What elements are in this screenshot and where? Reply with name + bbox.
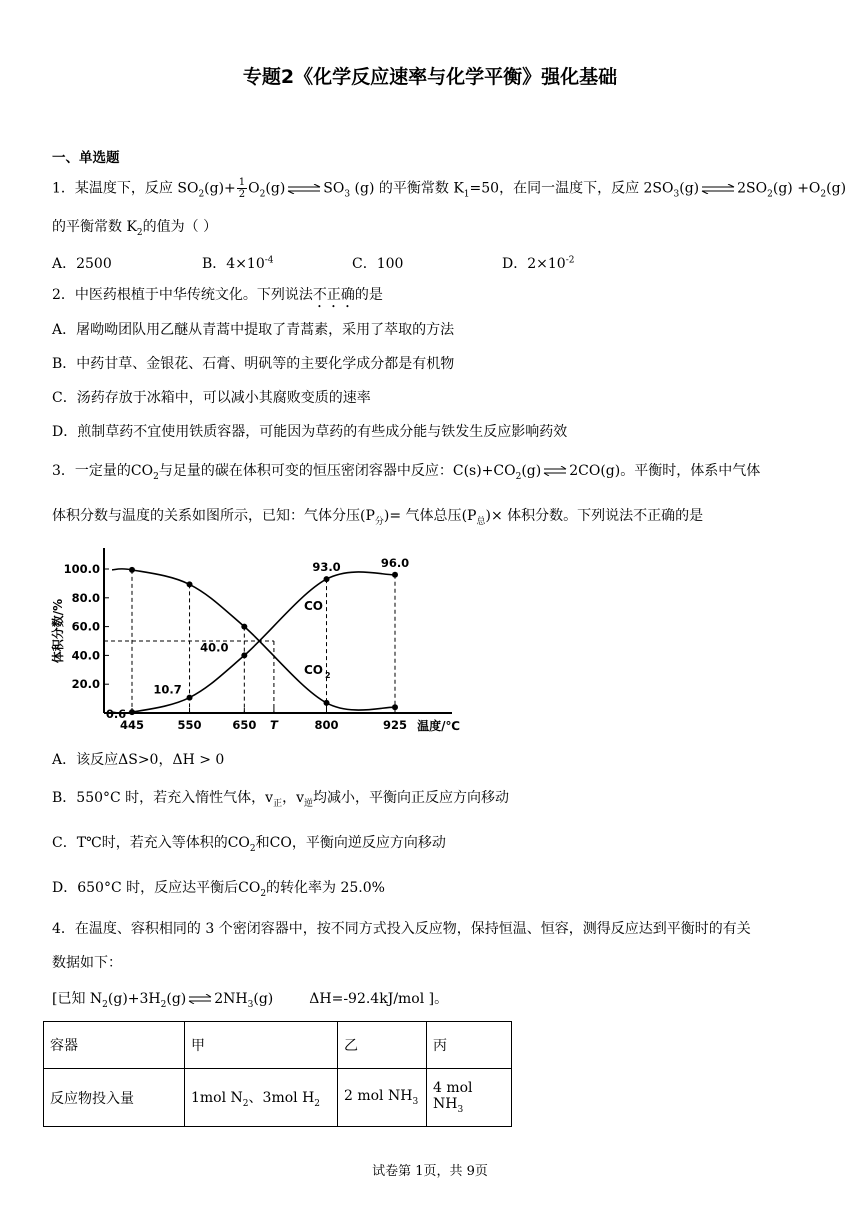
data-label: 10.7: [153, 682, 182, 697]
table-header-cell: 乙: [338, 1022, 427, 1069]
table-row: [44, 1022, 512, 1069]
q3-option-b: B．550°C 时，若充入惰性气体，$v_正$，$v_逆$均减小，平衡向正反应方向移动: [52, 790, 510, 809]
x-tick-label: 925: [382, 718, 408, 732]
table-cell: 4 mol $NH_3$: [427, 1069, 512, 1127]
series-label-co2-subscript: 2: [325, 671, 331, 680]
q1-option-b: B．$4\times 10^{-4}$: [202, 255, 274, 272]
equilibrium-arrow-icon: [701, 184, 735, 194]
q1-option-a: A．2500: [52, 256, 112, 272]
data-label: 0.6: [105, 707, 127, 722]
y-tick-label: 40.0: [71, 648, 100, 663]
q1-option-d: D．$2\times 10^{-2}$: [502, 255, 575, 272]
q1-option-c: C．100: [352, 256, 404, 272]
data-point: [187, 581, 193, 587]
x-tick-label: 550: [177, 718, 202, 732]
x-tick-label: 650: [232, 718, 257, 732]
x-tick-label: 445: [119, 718, 145, 732]
q1-line1: 1．某温度下，反应 $SO_2(g)+$ $\frac{1}{2}$ $O_2(g)$ $SO_3$ (g) 的平衡常数 $K_1=50$，在同一温度下，反应 $2SO_3(g)$ $2SO_2(g) +O_2(g)$: [52, 177, 847, 200]
series-label-co2: CO: [304, 663, 324, 677]
data-label: 96.0: [380, 555, 410, 570]
q4-line1: 4．在温度、容积相同的 3 个密闭容器中，按不同方式投入反应物，保持恒温、恒容，测得反应达到平衡时的有关: [52, 921, 751, 937]
q4-line2: 数据如下：: [52, 955, 122, 971]
table-cell: 反应物投入量: [44, 1069, 185, 1127]
data-point: [324, 576, 330, 582]
equilibrium-arrow-icon: [287, 184, 321, 194]
q2-option-c: C．汤药存放于冰箱中，可以减小其腐败变质的速率: [52, 390, 371, 406]
data-point: [324, 700, 330, 706]
data-label: 40.0: [200, 640, 229, 655]
data-point: [241, 652, 247, 658]
q2-option-d: D．煎制草药不宜使用铁质容器，可能因为草药的有些成分能与铁发生反应影响药效: [52, 424, 568, 440]
table-cell: 2 mol $NH_3$: [338, 1069, 427, 1127]
page-title: 专题2《化学反应速率与化学平衡》强化基础: [242, 66, 618, 88]
fraction-half: $\frac{1}{2}$: [238, 177, 246, 200]
volume-fraction-chart: [42, 536, 462, 741]
data-point: [187, 695, 193, 701]
table-row: [44, 1069, 512, 1127]
x-tick-label: 800: [314, 718, 339, 732]
table-header-cell: 丙: [427, 1022, 512, 1069]
y-tick-label: 80.0: [71, 590, 100, 605]
data-point: [241, 624, 247, 630]
q3-line1: 3．一定量的$CO_2$与足量的碳在体积可变的恒压密闭容器中反应：$C(s)+CO_2(g)$ 2CO(g)。平衡时，体系中气体: [52, 463, 761, 482]
table-cell: 1mol $N_2$、3mol $H_2$: [185, 1069, 338, 1127]
table-header-cell: 甲: [185, 1022, 338, 1069]
q3-option-c: C．T℃时，若充入等体积的$CO_2$和CO，平衡向逆反应方向移动: [52, 835, 446, 854]
x-tick-label: T: [269, 718, 278, 732]
q2-option-a: A．屠呦呦团队用乙醚从青蒿中提取了青蒿素，采用了萃取的方法: [52, 322, 455, 338]
x-axis-label: 温度/℃: [417, 719, 460, 733]
table-header-cell: 容器: [44, 1022, 185, 1069]
data-point: [392, 704, 398, 710]
data-label: 93.0: [312, 560, 341, 575]
page-footer: 试卷第 1页，共 9页: [372, 1164, 488, 1179]
section-heading: 一、单选题: [52, 150, 120, 166]
data-point: [129, 709, 135, 715]
y-tick-label: 20.0: [71, 677, 100, 692]
q3-option-a: A．该反应ΔS>0，ΔH > 0: [52, 752, 225, 768]
equilibrium-arrow-icon: [188, 994, 212, 1004]
q3-option-d: D．650°C 时，反应达平衡后$CO_2$的转化率为 25.0%: [52, 880, 385, 899]
series-label-co: CO: [304, 599, 324, 613]
y-tick-label: 60.0: [71, 619, 100, 634]
y-tick-label: 100.0: [63, 562, 100, 576]
q4-line3: [已知 $N_2(g)+3H_2(g)$ $2NH_3(g)$ ΔH=-92.4kJ/mol ]。: [52, 991, 449, 1010]
q2-stem: 2．中医药根植于中华传统文化。下列说法不正确的是: [52, 287, 383, 303]
q3-line2: 体积分数与温度的关系如图所示，已知：气体分压$(P_分)=$ 气体总压$(P_总)\times$ 体积分数。下列说法不正确的是: [52, 508, 704, 527]
data-point: [392, 572, 398, 578]
reactant-table: [43, 1021, 512, 1127]
y-axis-label: 体积分数/%: [51, 598, 65, 664]
q1-line2: 的平衡常数 $K_2$的值为（ ）: [52, 219, 218, 238]
data-point: [129, 567, 135, 573]
q2-option-b: B．中药甘草、金银花、石膏、明矾等的主要化学成分都是有机物: [52, 356, 455, 372]
equilibrium-arrow-icon: [543, 466, 567, 476]
